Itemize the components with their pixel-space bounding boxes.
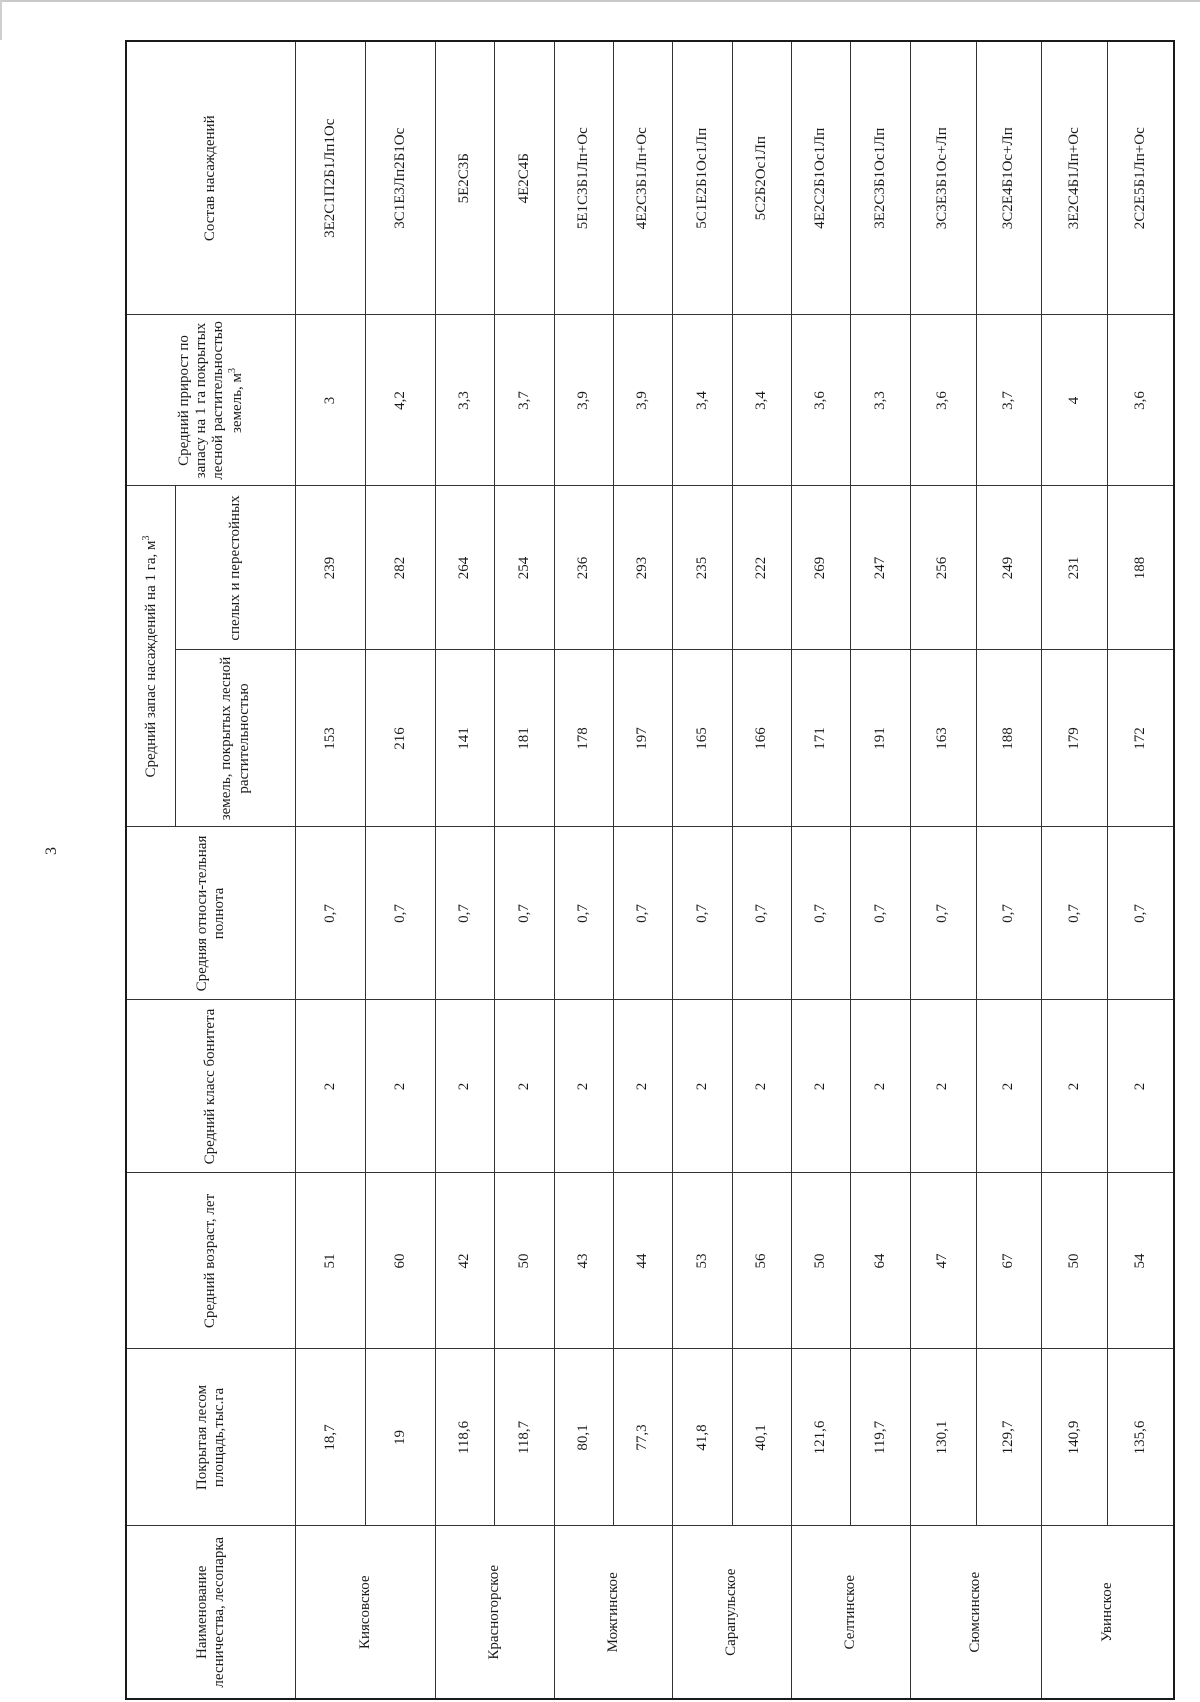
- table-row: [613, 41, 672, 1699]
- composition-cell: 4Е2С4Б: [495, 41, 554, 315]
- bonitet-cell: 2: [365, 1000, 435, 1173]
- table-row: [296, 41, 366, 1699]
- scan-edge-top: [0, 0, 1200, 2]
- stock-forest-cell: 179: [1042, 650, 1108, 827]
- area-cell: 119,7: [851, 1349, 910, 1526]
- forestry-name-cell: Сюмсинское: [910, 1526, 1042, 1699]
- area-cell: 130,1: [910, 1349, 976, 1526]
- forestry-name-cell: Сарапульское: [673, 1526, 792, 1699]
- header-stock-group: [126, 486, 176, 827]
- density-cell: 0,7: [791, 827, 850, 1000]
- stock-mature-cell: 269: [791, 486, 850, 650]
- header-stock-mature: спелых и перестойных: [176, 486, 296, 650]
- growth-cell: 3,7: [495, 315, 554, 486]
- age-cell: 43: [554, 1173, 613, 1349]
- density-cell: 0,7: [296, 827, 366, 1000]
- stock-mature-cell: 256: [910, 486, 976, 650]
- header-growth: [126, 315, 296, 486]
- forestry-name-cell: Можгинское: [554, 1526, 673, 1699]
- bonitet-cell: 2: [673, 1000, 732, 1173]
- table-row: [910, 41, 976, 1699]
- growth-cell: 3,6: [1108, 315, 1174, 486]
- area-cell: 118,6: [435, 1349, 494, 1526]
- density-cell: 0,7: [613, 827, 672, 1000]
- density-cell: 0,7: [365, 827, 435, 1000]
- stock-forest-cell: 197: [613, 650, 672, 827]
- header-age: Средний возраст, лет: [126, 1173, 296, 1349]
- forestry-name-cell: Увинское: [1042, 1526, 1174, 1699]
- bonitet-cell: 2: [732, 1000, 791, 1173]
- density-cell: 0,7: [851, 827, 910, 1000]
- stock-mature-cell: 239: [296, 486, 366, 650]
- header-stock-group-text: Средний запас насаждений на 1 га, м: [143, 540, 160, 778]
- forestry-name-cell: Киясовское: [296, 1526, 436, 1699]
- header-bonitet: Средний класс бонитета: [126, 1000, 296, 1173]
- composition-cell: 4Е2С2Б1Ос1Лп: [791, 41, 850, 315]
- stock-mature-cell: 254: [495, 486, 554, 650]
- table-row: [851, 41, 910, 1699]
- bonitet-cell: 2: [1042, 1000, 1108, 1173]
- forest-stats-table: [125, 40, 1175, 1700]
- forestry-name-cell: Селтинское: [791, 1526, 910, 1699]
- area-cell: 77,3: [613, 1349, 672, 1526]
- growth-cell: 3,3: [435, 315, 494, 486]
- page-number: 3: [43, 847, 60, 855]
- composition-cell: 3С3Е3Б1Ос+Лп: [910, 41, 976, 315]
- area-cell: 140,9: [1042, 1349, 1108, 1526]
- stock-mature-cell: 249: [976, 486, 1042, 650]
- stock-forest-cell: 153: [296, 650, 366, 827]
- age-cell: 64: [851, 1173, 910, 1349]
- density-cell: 0,7: [435, 827, 494, 1000]
- bonitet-cell: 2: [910, 1000, 976, 1173]
- composition-cell: 3С1Е3Лп2Б1Ос: [365, 41, 435, 315]
- density-cell: 0,7: [1042, 827, 1108, 1000]
- growth-cell: 3,7: [976, 315, 1042, 486]
- stock-mature-cell: 236: [554, 486, 613, 650]
- age-cell: 67: [976, 1173, 1042, 1349]
- density-cell: 0,7: [1108, 827, 1174, 1000]
- growth-cell: 3: [296, 315, 366, 486]
- bonitet-cell: 2: [435, 1000, 494, 1173]
- table-row: [1108, 41, 1174, 1699]
- growth-cell: 4: [1042, 315, 1108, 486]
- area-cell: 41,8: [673, 1349, 732, 1526]
- stock-forest-cell: 163: [910, 650, 976, 827]
- age-cell: 50: [495, 1173, 554, 1349]
- area-cell: 40,1: [732, 1349, 791, 1526]
- age-cell: 51: [296, 1173, 366, 1349]
- growth-cell: 3,6: [910, 315, 976, 486]
- age-cell: 53: [673, 1173, 732, 1349]
- table-row: [495, 41, 554, 1699]
- forestry-name-cell: Красногорское: [435, 1526, 554, 1699]
- stock-forest-cell: 141: [435, 650, 494, 827]
- table-row: [1042, 41, 1108, 1699]
- composition-cell: 3Е2С4Б1Лп+Ос: [1042, 41, 1108, 315]
- bonitet-cell: 2: [976, 1000, 1042, 1173]
- density-cell: 0,7: [673, 827, 732, 1000]
- header-area: Покрытая лесом площадь,тыс.га: [126, 1349, 296, 1526]
- growth-cell: 3,6: [791, 315, 850, 486]
- table-row: [554, 41, 613, 1699]
- header-row-1: [126, 41, 176, 1699]
- table-body: [296, 41, 1175, 1699]
- bonitet-cell: 2: [613, 1000, 672, 1173]
- stock-forest-cell: 165: [673, 650, 732, 827]
- header-stock-forest: земель, покрытых лесной растительностью: [176, 650, 296, 827]
- bonitet-cell: 2: [1108, 1000, 1174, 1173]
- age-cell: 42: [435, 1173, 494, 1349]
- age-cell: 47: [910, 1173, 976, 1349]
- composition-cell: 3Е2С3Б1Ос1Лп: [851, 41, 910, 315]
- stock-forest-cell: 191: [851, 650, 910, 827]
- growth-cell: 3,4: [673, 315, 732, 486]
- stock-forest-cell: 178: [554, 650, 613, 827]
- table-row: [791, 41, 850, 1699]
- growth-cell: 3,9: [554, 315, 613, 486]
- composition-cell: 5С2Б2Ос1Лп: [732, 41, 791, 315]
- density-cell: 0,7: [495, 827, 554, 1000]
- stock-mature-cell: 247: [851, 486, 910, 650]
- stock-forest-cell: 166: [732, 650, 791, 827]
- area-cell: 18,7: [296, 1349, 366, 1526]
- table-row: [976, 41, 1042, 1699]
- table-wrapper: [125, 42, 1175, 1700]
- growth-cell: 3,3: [851, 315, 910, 486]
- header-name: Наименование лесничества, лесопарка: [126, 1526, 296, 1699]
- bonitet-cell: 2: [851, 1000, 910, 1173]
- stock-mature-cell: 282: [365, 486, 435, 650]
- density-cell: 0,7: [554, 827, 613, 1000]
- stock-forest-cell: 216: [365, 650, 435, 827]
- stock-mature-cell: 188: [1108, 486, 1174, 650]
- stock-mature-cell: 222: [732, 486, 791, 650]
- stock-mature-cell: 293: [613, 486, 672, 650]
- area-cell: 118,7: [495, 1349, 554, 1526]
- table-row: [435, 41, 494, 1699]
- table-row: [732, 41, 791, 1699]
- composition-cell: 4Е2С3Б1Лп+Ос: [613, 41, 672, 315]
- composition-cell: 5С1Е2Б1Ос1Лп: [673, 41, 732, 315]
- composition-cell: 5Е1С3Б1Лп+Ос: [554, 41, 613, 315]
- stock-mature-cell: 235: [673, 486, 732, 650]
- area-cell: 135,6: [1108, 1349, 1174, 1526]
- density-cell: 0,7: [976, 827, 1042, 1000]
- density-cell: 0,7: [732, 827, 791, 1000]
- bonitet-cell: 2: [296, 1000, 366, 1173]
- bonitet-cell: 2: [554, 1000, 613, 1173]
- age-cell: 50: [1042, 1173, 1108, 1349]
- stock-forest-cell: 171: [791, 650, 850, 827]
- growth-cell: 3,9: [613, 315, 672, 486]
- table-row: [673, 41, 732, 1699]
- area-cell: 129,7: [976, 1349, 1042, 1526]
- age-cell: 56: [732, 1173, 791, 1349]
- bonitet-cell: 2: [495, 1000, 554, 1173]
- composition-cell: 3Е2С1П2Б1Лп1Ос: [296, 41, 366, 315]
- age-cell: 60: [365, 1173, 435, 1349]
- composition-cell: 5Е2С3Б: [435, 41, 494, 315]
- header-density: Средняя относи-тельная полнота: [126, 827, 296, 1000]
- header-growth-sup: 3: [227, 367, 239, 373]
- growth-cell: 3,4: [732, 315, 791, 486]
- age-cell: 44: [613, 1173, 672, 1349]
- area-cell: 121,6: [791, 1349, 850, 1526]
- bonitet-cell: 2: [791, 1000, 850, 1173]
- area-cell: 19: [365, 1349, 435, 1526]
- growth-cell: 4,2: [365, 315, 435, 486]
- stock-forest-cell: 188: [976, 650, 1042, 827]
- age-cell: 54: [1108, 1173, 1174, 1349]
- age-cell: 50: [791, 1173, 850, 1349]
- header-growth-text: Средний прирост по запасу на 1 га покрытых лесной растительностью земель, м: [175, 321, 246, 480]
- stock-forest-cell: 181: [495, 650, 554, 827]
- area-cell: 80,1: [554, 1349, 613, 1526]
- table-row: [365, 41, 435, 1699]
- composition-cell: 3С2Е4Б1Ос+Лп: [976, 41, 1042, 315]
- composition-cell: 2С2Е5Б1Лп+Ос: [1108, 41, 1174, 315]
- stock-forest-cell: 172: [1108, 650, 1174, 827]
- header-stock-group-sup: 3: [141, 535, 153, 541]
- density-cell: 0,7: [910, 827, 976, 1000]
- stock-mature-cell: 231: [1042, 486, 1108, 650]
- header-composition: Состав насаждений: [126, 41, 296, 315]
- scan-edge-left: [0, 0, 2, 40]
- stock-mature-cell: 264: [435, 486, 494, 650]
